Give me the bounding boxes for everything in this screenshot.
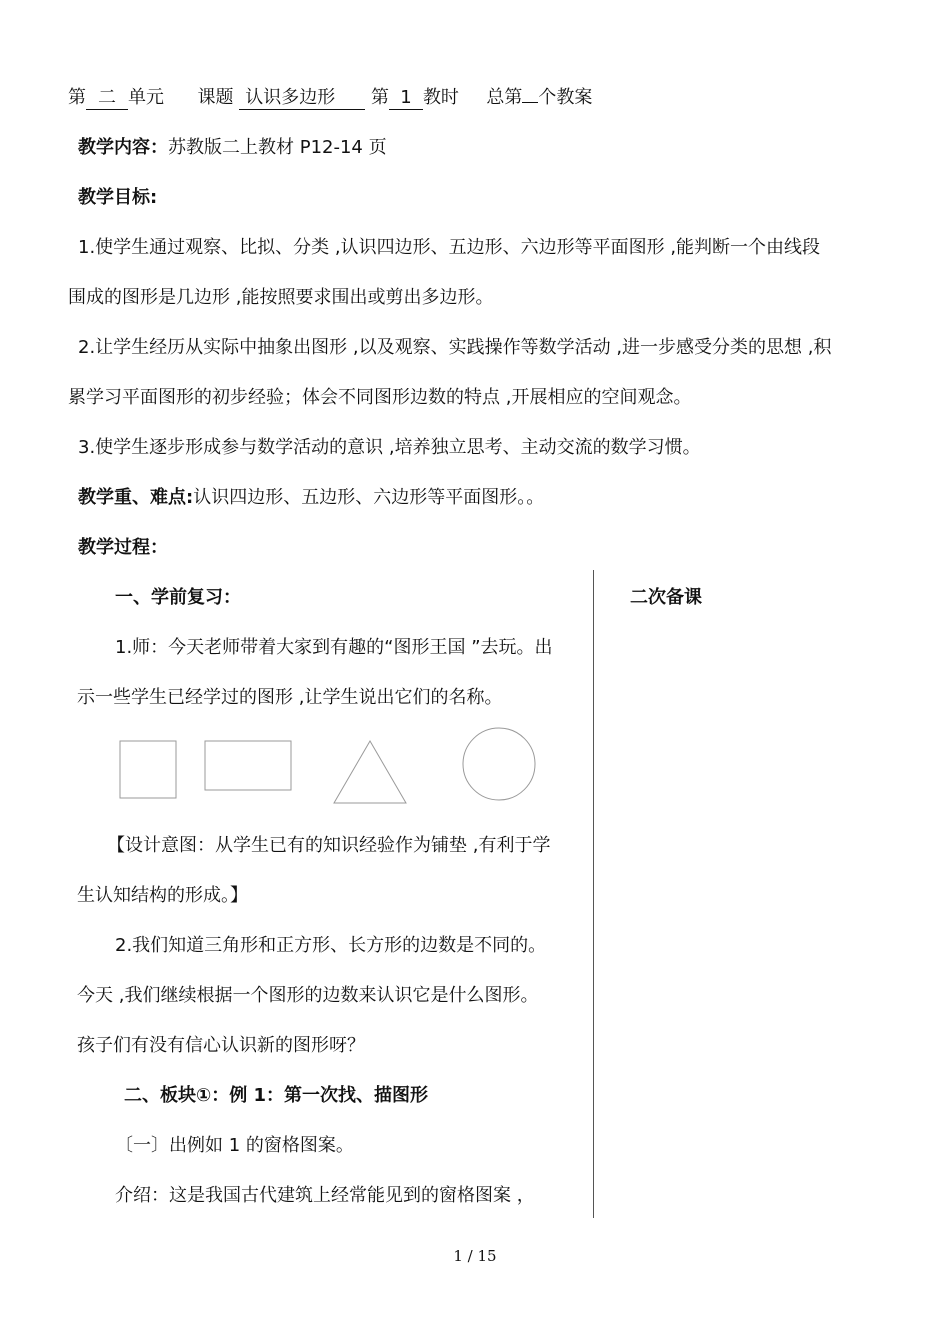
key-points-label: 教学重、难点:	[78, 487, 194, 508]
section-1-para-2-line-3: 孩子们有没有信心认识新的图形呀？	[77, 1035, 365, 1056]
rectangle-shape	[205, 741, 291, 790]
teaching-process-label: 教学过程：	[78, 537, 168, 558]
page-number: 1 / 15	[453, 1247, 497, 1265]
square-shape	[120, 741, 176, 798]
unit-prefix: 第	[68, 87, 86, 108]
section-1-title: 一、学前复习：	[115, 587, 241, 608]
goal-2-line-1: 2.让学生经历从实际中抽象出图形 ,以及观察、实践操作等数学活动 ,进一步感受分类的思想 ,积	[78, 337, 832, 358]
section-1-para-1-line-2: 示一些学生已经学过的图形 ,让学生说出它们的名称。	[77, 687, 503, 708]
second-prep-title: 二次备课	[630, 587, 702, 608]
total-prefix: 总第	[486, 87, 523, 108]
design-intent-line-1: 【设计意图：从学生已有的知识经验作为铺垫 ,有利于学	[107, 835, 551, 856]
goal-1-line-1: 1.使学生通过观察、比拟、分类 ,认识四边形、五边形、六边形等平面图形 ,能判断一个由线段	[78, 237, 821, 258]
key-points-text: 认识四边形、五边形、六边形等平面图形。。	[193, 487, 545, 508]
header-line	[68, 86, 592, 110]
goal-1-line-2: 围成的图形是几边形 ,能按照要求围出或剪出多边形。	[68, 287, 494, 308]
period-suffix: 教时	[422, 87, 459, 108]
teaching-content-label: 教学内容：	[78, 137, 168, 158]
section-2-para-2: 介绍：这是我国古代建筑上经常能见到的窗格图案 ，	[115, 1185, 535, 1206]
goal-2-line-2: 累学习平面图形的初步经验；体会不同图形边数的特点 ,开展相应的空间观念。	[68, 387, 692, 408]
teaching-content	[78, 136, 387, 160]
topic-value: 认识多边形	[239, 87, 365, 110]
section-2-title: 二、板块①：例 1：第一次找、描图形	[124, 1085, 429, 1106]
total-value	[522, 102, 538, 103]
topic-label: 课题	[197, 87, 234, 108]
section-2-para-1: 〔一〕出例如 1 的窗格图案。	[115, 1135, 354, 1156]
unit-suffix: 单元	[128, 87, 164, 108]
period-value: 1	[389, 87, 423, 110]
circle-shape	[463, 728, 535, 800]
teaching-content-text: 苏教版二上教材 P12-14 页	[168, 137, 387, 158]
unit-value: 二	[86, 87, 128, 110]
goal-3: 3.使学生逐步形成参与数学活动的意识 ,培养独立思考、主动交流的数学习惯。	[78, 437, 701, 458]
shapes-figure	[100, 720, 550, 810]
teaching-goals-label: 教学目标:	[78, 187, 158, 208]
total-suffix: 个教案	[538, 87, 593, 108]
triangle-shape	[334, 741, 406, 803]
design-intent-line-2: 生认知结构的形成。】	[77, 885, 248, 906]
column-divider	[593, 570, 594, 1218]
section-1-para-2-line-1: 2.我们知道三角形和正方形、长方形的边数是不同的。	[115, 935, 547, 956]
period-prefix: 第	[370, 87, 389, 108]
section-1-para-1-line-1: 1.师：今天老师带着大家到有趣的“图形王国 ”去玩。出	[115, 637, 553, 658]
section-1-para-2-line-2: 今天 ,我们继续根据一个图形的边数来认识它是什么图形。	[77, 985, 539, 1006]
key-points	[78, 486, 544, 510]
